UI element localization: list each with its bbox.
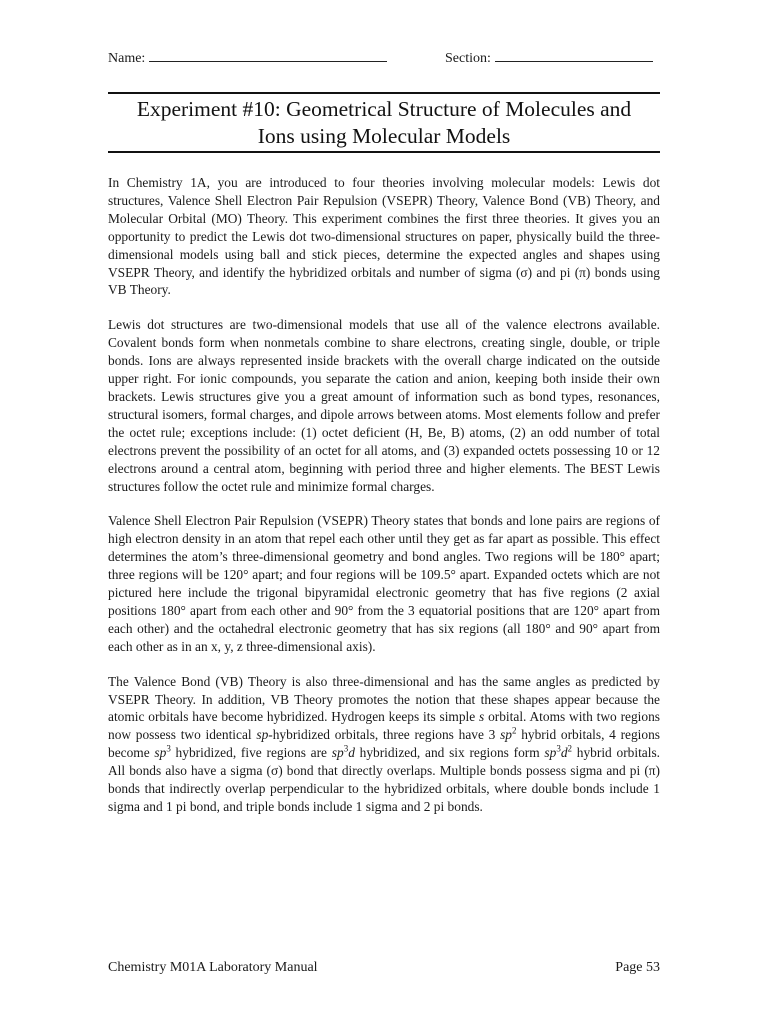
paragraph-intro: In Chemistry 1A, you are introduced to four theories involving molecular models: Lewis dot structures, Valence Shell Electron Pair Repulsion (VSEPR) Theory, Valence Bond (VB) Theory, and Molecular Orbital (MO) Theory. This experiment combines the first three theories. It gives you an opportunity to predict the Lewis dot two-dimensional structures on paper, physically build the three-dimensional models using ball and stick pieces, determine the expected angles and shapes using VSEPR Theory, and identify the hybridized orbitals and number of sigma (σ) and pi (π) bonds using VB Theory. bbox=[108, 175, 660, 298]
title-bottom-rule bbox=[108, 151, 660, 153]
name-blank-line[interactable] bbox=[149, 47, 387, 62]
name-field bbox=[108, 47, 387, 67]
section-blank-line[interactable] bbox=[495, 47, 653, 62]
paragraph-valence-bond: The Valence Bond (VB) Theory is also three-dimensional and has the same angles as predicted by VSEPR Theory. In addition, VB Theory promotes the notion that these shapes appear because the atomic orbitals have become hybridized. Hydrogen keeps its simple s orbital. Atoms with two regions now possess two identical sp-hybridized orbitals, three regions have 3 $sp^2$ hybrid orbitals, 4 regions become $sp^3$ hybridized, five regions are $sp^3d$ hybridized, and six regions form $sp^3d^2$ hybrid orbitals. All bonds also have a sigma (σ) bond that directly overlaps. Multiple bonds possess sigma and pi (π) bonds that indirectly overlap perpendicular to the hybridized orbitals, where double bonds include 1 sigma and 1 pi bond, and triple bonds include 1 sigma and 2 pi bonds. bbox=[108, 673, 661, 814]
page-header bbox=[108, 47, 660, 67]
page-title bbox=[108, 96, 660, 150]
body-text bbox=[108, 174, 660, 833]
section-field bbox=[445, 47, 653, 67]
title-line-1: Experiment #10: Geometrical Structure of Molecules and bbox=[136, 97, 632, 121]
paragraph-vsepr: Valence Shell Electron Pair Repulsion (VSEPR) Theory states that bonds and lone pairs are regions of high electron density in an atom that repel each other until they get as far apart as possible. This effect determines the atom’s three-dimensional geometry and bond angles. Two regions will be 180° apart; three regions will be 120° apart; and four regions will be 109.5° apart. Expanded octets which are not pictured here include the trigonal bipyramidal electronic geometry that has five regions (2 axial positions 180° apart from each other and 90° from the 3 equatorial positions that are 120° apart from each other) and the octahedral electronic geometry that has six regions (all 180° and 90° apart from each other as in an x, y, z three-dimensional axis). bbox=[108, 513, 660, 654]
title-top-rule bbox=[108, 92, 660, 94]
title-line-2: Ions using Molecular Models bbox=[257, 124, 511, 148]
name-label: Name: bbox=[108, 51, 146, 66]
footer-page-number: Page 53 bbox=[615, 960, 660, 975]
footer-manual-title: Chemistry M01A Laboratory Manual bbox=[108, 960, 318, 975]
paragraph-lewis: Lewis dot structures are two-dimensional models that use all of the valence electrons available. Covalent bonds form when nonmetals combine to share electrons, creating single, double, or triple bonds. Ions are always represented inside brackets with the overall charge indicated on the outside upper right. For ionic compounds, you separate the cation and anion, keeping both inside their own brackets. Lewis structures give you a great amount of information such as bond types, resonances, structural isomers, formal charges, and dipole arrows between atoms. Most elements follow and prefer the octet rule; exceptions include: (1) octet deficient (H, Be, B) atoms, (2) an odd number of total electrons prevent the possibility of an octet for all atoms, and (3) expanded octets possessing 10 or 12 electrons around a central atom, beginning with period three and higher elements. The BEST Lewis structures follow the octet rule and minimize formal charges. bbox=[108, 317, 660, 494]
section-label: Section: bbox=[445, 51, 491, 66]
